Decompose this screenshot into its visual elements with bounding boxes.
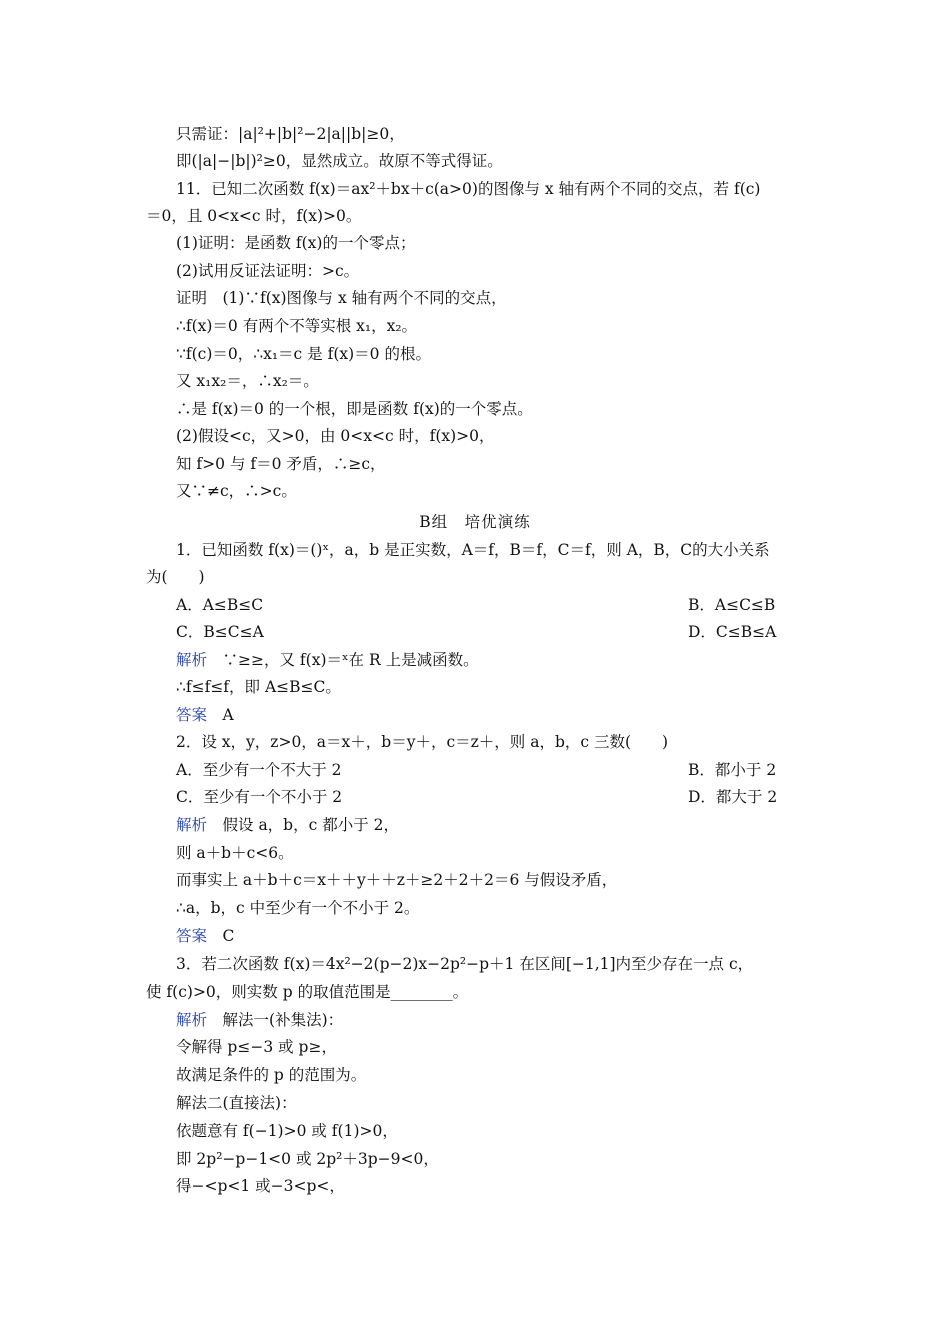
q2-analysis-line: 而事实上 a＋b＋c＝x＋＋y＋＋z＋≥2＋2＋2＝6 与假设矛盾， (176, 871, 618, 889)
proof-line: ∵f(c)＝0，∴x₁＝c 是 f(x)＝0 的根。 (176, 345, 431, 363)
analysis-label: 解析 (176, 816, 208, 834)
q3-analysis-line: 故满足条件的 p 的范围为。 (176, 1066, 367, 1084)
problem-11-stem-cont: ＝0，且 0<x<c 时，f(x)>0。 (146, 207, 362, 225)
q3-analysis-line: 即 2p²−p−1<0 或 2p²＋3p−9<0， (176, 1150, 439, 1168)
proof-line: ∴是 f(x)＝0 的一个根，即是函数 f(x)的一个零点。 (176, 400, 533, 418)
q2-stem: 2．设 x，y，z>0，a＝x＋，b＝y＋，c＝z＋，则 a，b，c 三数( ) (176, 733, 669, 751)
q2-options-row2 (176, 787, 810, 807)
q1-stem-cont: 为( ) (146, 568, 205, 586)
proof-line: 又∵≠c，∴>c。 (176, 482, 297, 500)
q2-analysis: 解析 假设 a，b，c 都小于 2， (176, 816, 400, 834)
q2-options-row1 (176, 760, 810, 780)
analysis-label: 解析 (176, 1011, 208, 1029)
proof-line: 知 f>0 与 f＝0 矛盾，∴≥c， (176, 455, 386, 473)
problem-11-part2: (2)试用反证法证明：>c。 (176, 262, 360, 280)
proof-line: 即(|a|−|b|)²≥0，显然成立。故原不等式得证。 (176, 152, 503, 170)
proof-line: (2)假设<c，又>0，由 0<x<c 时，f(x)>0， (176, 427, 495, 445)
q2-analysis-line: ∴a，b，c 中至少有一个不小于 2。 (176, 899, 420, 917)
q3-analysis-line: 得−<p<1 或−3<p<， (176, 1177, 345, 1195)
q3-analysis-line: 令解得 p≤−3 或 p≥， (176, 1038, 337, 1056)
q2-answer: 答案 C (176, 927, 235, 945)
section-title: B组 培优演练 (419, 513, 531, 531)
q2-option-b: B．都小于 2 (688, 761, 777, 779)
q3-stem-cont: 使 f(c)>0，则实数 p 的取值范围是________。 (146, 983, 469, 1001)
q2-analysis-line: 则 a＋b＋c<6。 (176, 844, 294, 862)
answer-label: 答案 (176, 927, 208, 945)
q1-option-c: C．B≤C≤A (176, 623, 264, 641)
q1-option-a: A．A≤B≤C (176, 596, 264, 614)
problem-11-stem: 11．已知二次函数 f(x)＝ax²＋bx＋c(a>0)的图像与 x 轴有两个不同的交点，若 f(c) (176, 180, 761, 198)
q2-option-c: C．至少有一个不小于 2 (176, 788, 343, 806)
q1-conclusion: ∴f≤f≤f，即 A≤B≤C。 (176, 678, 341, 696)
analysis-label: 解析 (176, 651, 208, 669)
q1-answer: 答案 A (176, 706, 234, 724)
problem-11-part1: (1)证明：是函数 f(x)的一个零点； (176, 234, 416, 252)
answer-label: 答案 (176, 706, 208, 724)
q3-analysis-line: 依题意有 f(−1)>0 或 f(1)>0， (176, 1122, 398, 1140)
proof-line: 又 x₁x₂＝，∴x₂＝。 (176, 372, 319, 390)
proof-line: 证明 (1)∵f(x)图像与 x 轴有两个不同的交点， (176, 289, 507, 307)
proof-line: ∴f(x)＝0 有两个不等实根 x₁，x₂。 (176, 317, 418, 335)
q1-analysis: 解析 ∵≥≥，又 f(x)＝ˣ在 R 上是减函数。 (176, 651, 479, 669)
q1-option-b: B．A≤C≤B (688, 596, 776, 614)
q2-option-d: D．都大于 2 (688, 788, 778, 806)
q3-analysis-line: 解法二(直接法)： (176, 1094, 297, 1112)
proof-line: 只需证：|a|²+|b|²−2|a||b|≥0， (176, 125, 405, 143)
q2-option-a: A．至少有一个不大于 2 (176, 761, 342, 779)
q1-options-row1 (176, 595, 810, 615)
q1-option-d: D．C≤B≤A (688, 623, 777, 641)
q1-stem: 1．已知函数 f(x)＝()ˣ，a，b 是正实数，A＝f，B＝f，C＝f，则 A，B，C的大小关系 (176, 541, 770, 559)
q3-analysis: 解析 解法一(补集法)： (176, 1011, 344, 1029)
q3-stem: 3．若二次函数 f(x)＝4x²−2(p−2)x−2p²−p＋1 在区间[−1,1]内至少存在一点 c， (176, 955, 754, 973)
q1-options-row2 (176, 622, 810, 642)
